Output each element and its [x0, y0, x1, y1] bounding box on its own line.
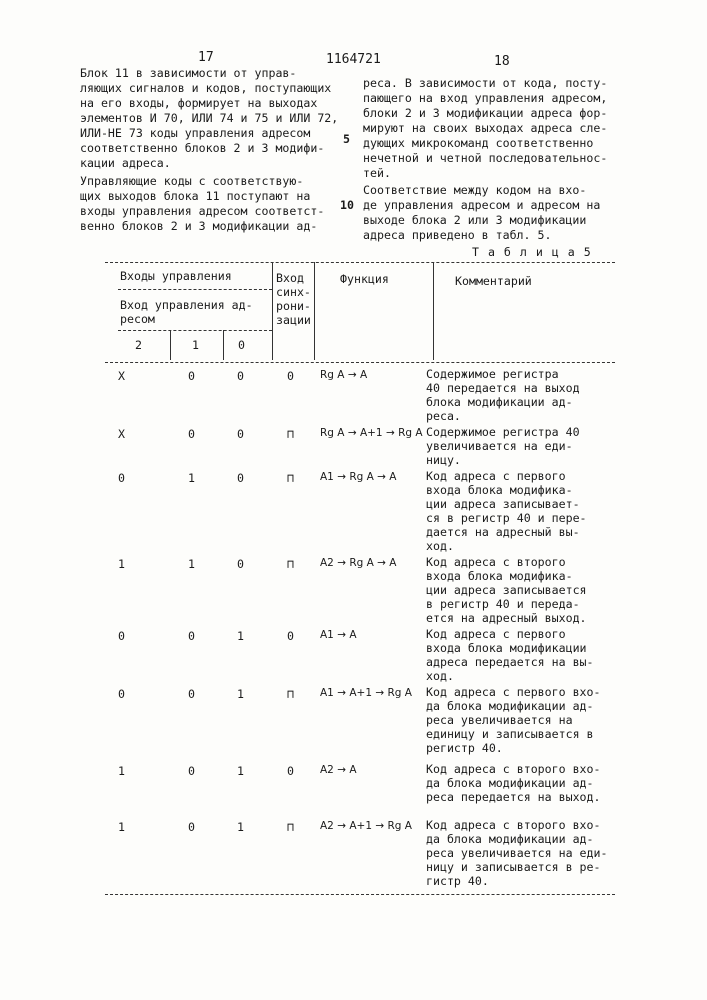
cell-bit-0: 1: [237, 629, 244, 643]
cell-function: A2 → A+1 → Rg A: [320, 820, 412, 832]
column-divider: [433, 262, 434, 360]
header-function: Функция: [340, 272, 389, 286]
header-bottom-rule: [105, 362, 615, 363]
line-number-5: 5: [343, 132, 350, 146]
cell-bit-2: 1: [118, 820, 125, 834]
cell-bit-2: 1: [118, 557, 125, 571]
header-bit-2: 2: [135, 338, 142, 352]
cell-bit-2: 1: [118, 764, 125, 778]
cell-bit-2: X: [118, 427, 125, 441]
cell-comment: Код адреса с второго входа блока модифика- ции адреса записывается в регистр 40 и переда- ется на адресный выход.: [426, 555, 587, 625]
right-paragraph-1: реса. В зависимости от кода, посту- пающего на вход управления адресом, блоки 2 и 3 модификации адреса фор- мируют на своих выходах адреса сле- дующих микрокоманд соответственно нечетной и четной последовательнос- тей.: [363, 76, 607, 181]
cell-bit-2: X: [118, 369, 125, 383]
left-paragraph-1: Блок 11 в зависимости от управ- ляющих сигналов и кодов, поступающих на его входы, формирует на выходах элементов И 70, ИЛИ 74 и 75 и ИЛИ 72, ИЛИ-НЕ 73 коды управления адресом соответственно блоков 2 и 3 модифи- кации адреса.: [80, 66, 338, 171]
cell-bit-2: 0: [118, 629, 125, 643]
cell-sync: 0: [287, 369, 294, 383]
cell-function: A2 → Rg A → A: [320, 557, 396, 569]
header-rule: [118, 289, 272, 290]
cell-sync: ⊓: [287, 471, 294, 485]
cell-bit-0: 0: [237, 369, 244, 383]
page-number-right: 18: [494, 54, 510, 69]
right-paragraph-2: Соответствие между кодом на вхо- де управления адресом и адресом на выходе блока 2 или 3 модификации адреса приведено в табл. 5.: [363, 183, 600, 243]
cell-bit-1: 1: [188, 471, 195, 485]
cell-bit-1: 1: [188, 557, 195, 571]
cell-comment: Код адреса с второго вхо- да блока модификации ад- реса увеличивается на еди- ницу и записывается в ре- гистр 40.: [426, 818, 607, 888]
cell-comment: Код адреса с первого вхо- да блока модификации ад- реса увеличивается на единицу и записывается в регистр 40.: [426, 685, 601, 755]
cell-bit-1: 0: [188, 629, 195, 643]
table-caption: Т а б л и ц а 5: [472, 245, 592, 259]
cell-bit-1: 0: [188, 820, 195, 834]
cell-function: A1 → A: [320, 629, 357, 641]
header-address-control-input: Вход управления ад- ресом: [120, 298, 253, 326]
left-paragraph-2: Управляющие коды с соответствую- щих выходов блока 11 поступают на входы управления адресом соответст- венно блоков 2 и 3 модификации ад-: [80, 174, 324, 234]
header-sync-input: Вход синх- рони- зации: [276, 271, 311, 327]
cell-bit-1: 0: [188, 687, 195, 701]
header-bit-1: 1: [192, 338, 199, 352]
cell-comment: Код адреса с первого входа блока модифика- ции адреса записывает- ся в регистр 40 и пере- дается на адресный вы- ход.: [426, 469, 587, 553]
column-divider: [223, 330, 224, 360]
header-rule: [118, 330, 272, 331]
cell-comment: Код адреса с первого входа блока модификации адреса передается на вы- ход.: [426, 627, 594, 683]
cell-sync: ⊓: [287, 557, 294, 571]
column-divider: [314, 262, 315, 360]
cell-sync: 0: [287, 764, 294, 778]
cell-function: A2 → A: [320, 764, 357, 776]
table-top-rule: [105, 262, 615, 263]
cell-bit-1: 0: [188, 369, 195, 383]
cell-sync: ⊓: [287, 820, 294, 834]
column-divider: [170, 330, 171, 360]
cell-bit-0: 0: [237, 471, 244, 485]
cell-bit-2: 0: [118, 687, 125, 701]
cell-function: A1 → A+1 → Rg A: [320, 687, 412, 699]
cell-sync: ⊓: [287, 687, 294, 701]
cell-sync: ⊓: [287, 427, 294, 441]
header-bit-0: 0: [238, 338, 245, 352]
cell-comment: Содержимое регистра 40 передается на выход блока модификации ад- реса.: [426, 367, 580, 423]
cell-function: Rg A → A+1 → Rg A: [320, 427, 423, 439]
header-comment: Комментарий: [455, 274, 532, 288]
cell-function: A1 → Rg A → A: [320, 471, 396, 483]
cell-bit-0: 1: [237, 764, 244, 778]
page-number-left: 17: [198, 50, 214, 65]
cell-bit-0: 0: [237, 427, 244, 441]
cell-bit-0: 1: [237, 687, 244, 701]
cell-bit-1: 0: [188, 427, 195, 441]
cell-bit-2: 0: [118, 471, 125, 485]
cell-bit-0: 1: [237, 820, 244, 834]
cell-sync: 0: [287, 629, 294, 643]
cell-bit-1: 0: [188, 764, 195, 778]
table-bottom-rule: [105, 894, 615, 895]
cell-comment: Содержимое регистра 40 увеличивается на еди- ницу.: [426, 425, 580, 467]
patent-number: 1164721: [326, 52, 381, 67]
header-control-inputs: Входы управления: [120, 269, 232, 283]
column-divider: [272, 262, 273, 360]
line-number-10: 10: [340, 198, 354, 212]
cell-bit-0: 0: [237, 557, 244, 571]
cell-comment: Код адреса с второго вхо- да блока модификации ад- реса передается на выход.: [426, 762, 601, 804]
cell-function: Rg A → A: [320, 369, 367, 381]
